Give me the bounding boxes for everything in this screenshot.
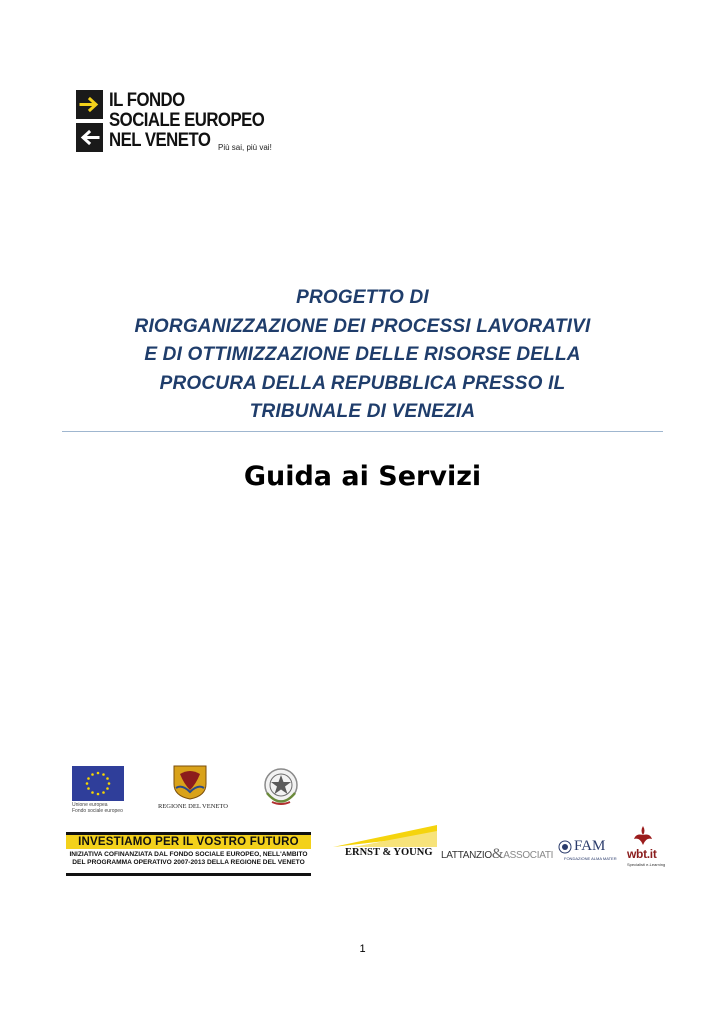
fam-logo	[552, 838, 620, 868]
title-line-2: RIORGANIZZAZIONE DEI PROCESSI LAVORATIVI	[134, 315, 591, 337]
fam-seal-icon	[558, 840, 572, 854]
fse-veneto-logo	[76, 90, 276, 158]
document-heading: Guida ai Servizi	[243, 461, 482, 492]
regione-veneto-caption: REGIONE DEL VENETO	[158, 803, 228, 810]
arrow-left-icon	[76, 123, 103, 152]
document-title	[0, 284, 725, 427]
arrow-right-icon	[76, 90, 103, 119]
eu-flag-icon	[72, 766, 124, 801]
wbt-wordmark: wbt.it	[627, 847, 657, 861]
wbt-subtitle: Specialisti e-Learning	[627, 862, 666, 867]
title-line-5: TRIBUNALE DI VENEZIA	[249, 401, 476, 422]
wbt-logo	[624, 825, 672, 873]
investiamo-banner	[66, 832, 311, 876]
lattanzio-associati: ASSOCIATI	[503, 850, 554, 861]
investiamo-heading: INVESTIAMO PER IL VOSTRO FUTURO	[66, 835, 311, 849]
investiamo-subtext-line2: DEL PROGRAMMA OPERATIVO 2007-2013 DELLA REGIONE DEL VENETO	[72, 858, 305, 866]
page-number: 1	[359, 943, 366, 955]
italian-republic-emblem-icon	[262, 766, 300, 808]
ernst-young-logo	[333, 825, 437, 863]
title-line-3: E DI OTTIMIZZAZIONE DELLE RISORSE DELLA	[144, 344, 581, 365]
fse-logo-line2: SOCIALE EUROPEO	[109, 109, 265, 131]
fam-wordmark: FAM	[574, 838, 606, 854]
investiamo-subtext	[66, 851, 311, 866]
eu-caption: Unione europea Fondo sociale europeo	[72, 802, 123, 814]
fse-logo-text	[109, 90, 264, 150]
lattanzio-logo: LATTANZIO&ASSOCIATI	[441, 846, 554, 862]
lattanzio-wordmark: LATTANZIO	[441, 850, 492, 861]
ey-yellow-beam-icon	[333, 825, 437, 847]
fse-tagline: Più sai, più vai!	[218, 143, 272, 152]
fse-logo-line1: IL FONDO	[109, 89, 185, 111]
title-divider	[62, 431, 663, 432]
ey-wordmark: ERNST & YOUNG	[345, 847, 433, 858]
investiamo-subtext-line1: INIZIATIVA COFINANZIATA DAL FONDO SOCIALE EUROPEO, NELL'AMBITO	[69, 851, 308, 858]
regione-veneto-emblem-icon	[170, 764, 210, 800]
wbt-flame-icon	[632, 825, 654, 847]
fse-logo-line3: NEL VENETO	[109, 129, 211, 151]
title-line-1: PROGETTO DI	[296, 287, 429, 308]
title-line-4: PROCURA DELLA REPUBBLICA PRESSO IL	[159, 372, 566, 394]
fam-subtitle: FONDAZIONE ALMA MATER	[564, 856, 617, 861]
